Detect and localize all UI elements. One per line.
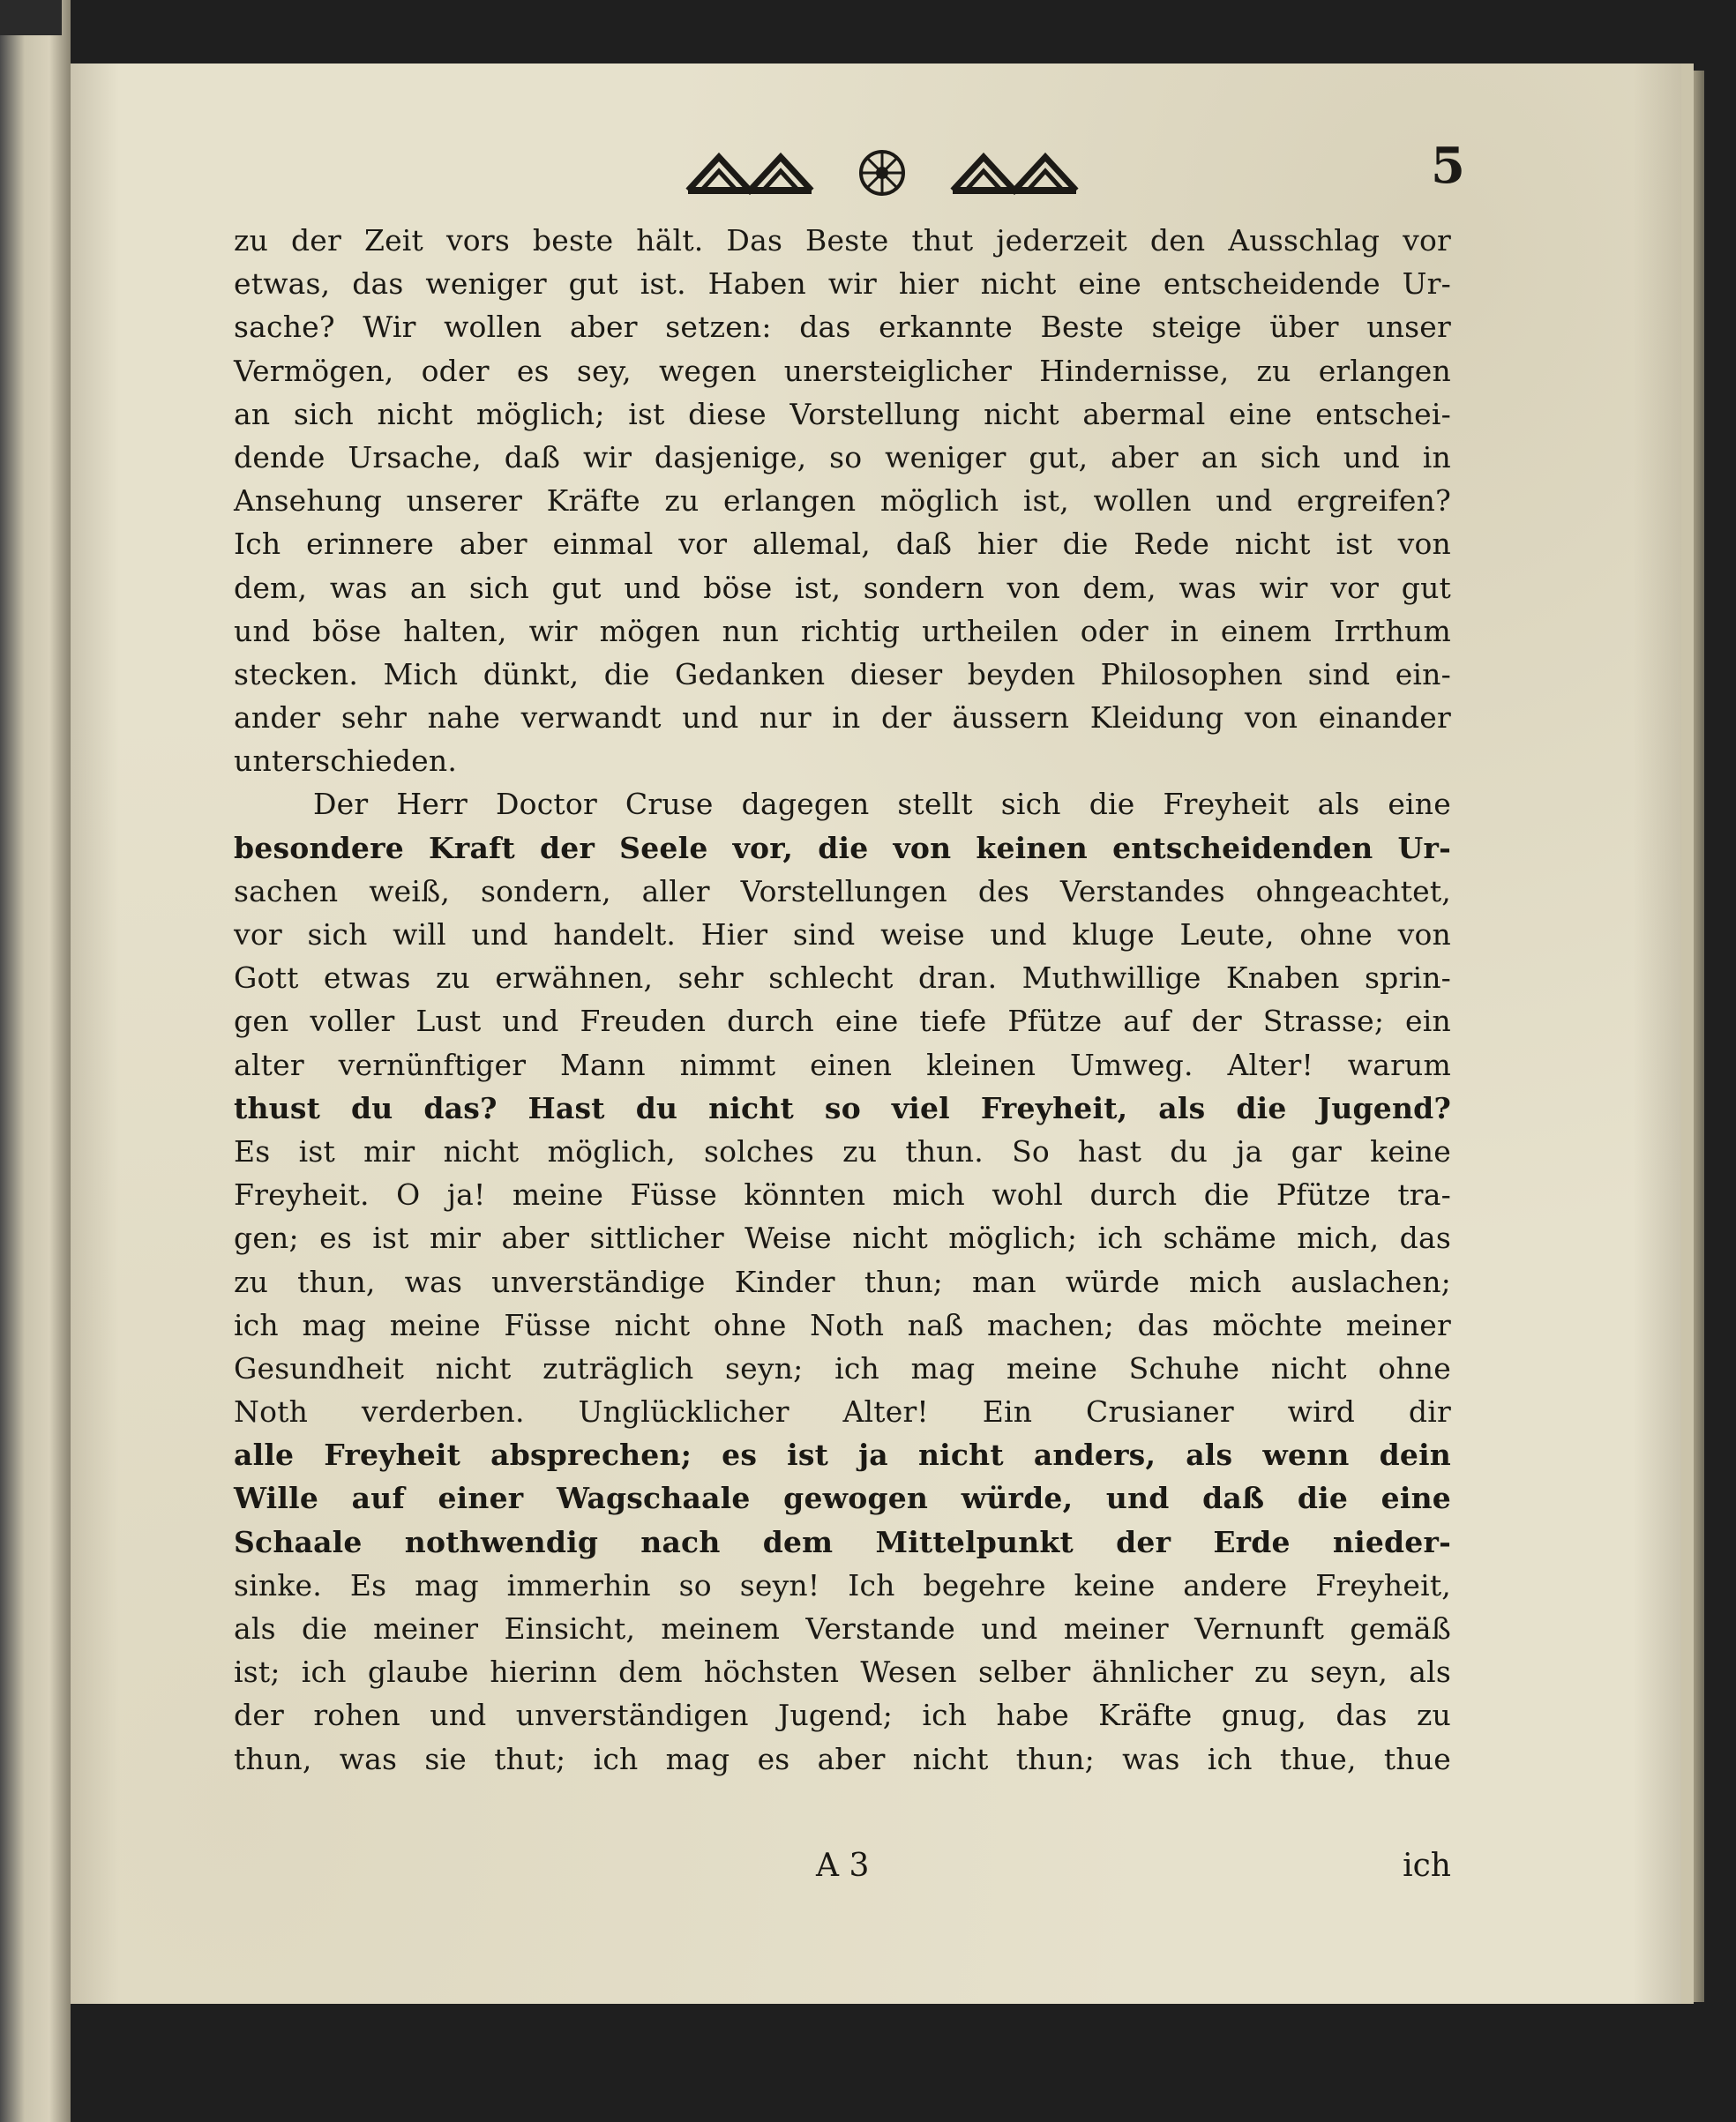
text-line: als die meiner Einsicht, meinem Verstande und meiner Vernunft gemäß bbox=[234, 1611, 1451, 1646]
text-line: Freyheit. O ja! meine Füsse könnten mich wohl durch die Pfütze tra- bbox=[234, 1177, 1451, 1213]
header-ornament bbox=[662, 146, 1103, 200]
text-line: sinke. Es mag immerhin so seyn! Ich begehre keine andere Freyheit, bbox=[234, 1567, 1451, 1603]
text-line: dende Ursache, daß wir dasjenige, so weniger gut, aber an sich und in bbox=[234, 439, 1451, 474]
text-line: alter vernünftiger Mann nimmt einen kleinen Umweg. Alter! warum bbox=[234, 1047, 1451, 1082]
text-line: und böse halten, wir mögen nun richtig urtheilen oder in einem Irrthum bbox=[234, 613, 1451, 648]
text-line: besondere Kraft der Seele vor, die von keinen entscheidenden Ur- bbox=[234, 830, 1451, 865]
text-line: Gesundheit nicht zuträglich seyn; ich mag meine Schuhe nicht ohne bbox=[234, 1350, 1451, 1386]
paragraph-first-line: Der Herr Doctor Cruse dagegen stellt sich die Freyheit als eine bbox=[313, 787, 1451, 822]
text-line: ist; ich glaube hierinn dem höchsten Wesen selber ähnlicher zu seyn, als bbox=[234, 1655, 1451, 1690]
previous-page-edge bbox=[0, 0, 71, 2122]
text-line: vor sich will und handelt. Hier sind weise und kluge Leute, ohne von bbox=[234, 917, 1451, 952]
text-line: zu der Zeit vors beste hält. Das Beste thut jederzeit den Ausschlag vor bbox=[234, 223, 1451, 258]
text-line: Schaale nothwendig nach dem Mittelpunkt der Erde nieder- bbox=[234, 1524, 1451, 1559]
text-line: Vermögen, oder es sey, wegen unersteiglicher Hindernisse, zu erlangen bbox=[234, 353, 1451, 388]
text-line: gen voller Lust und Freuden durch eine tiefe Pfütze auf der Strasse; ein bbox=[234, 1004, 1451, 1039]
page-footer bbox=[234, 1848, 1451, 1901]
catchword: ich bbox=[1403, 1848, 1451, 1884]
text-line: thun, was sie thut; ich mag es aber nicht thun; was ich thue, thue bbox=[234, 1741, 1451, 1776]
text-line: gen; es ist mir aber sittlicher Weise nicht möglich; ich schäme mich, das bbox=[234, 1221, 1451, 1256]
text-line: unterschieden. bbox=[234, 743, 458, 779]
body-text bbox=[234, 219, 1451, 1781]
text-line: Ansehung unserer Kräfte zu erlangen möglich ist, wollen und ergreifen? bbox=[234, 483, 1451, 519]
text-line: ander sehr nahe verwandt und nur in der äussern Kleidung von einander bbox=[234, 700, 1451, 736]
text-line: Ich erinnere aber einmal vor allemal, daß hier die Rede nicht ist von bbox=[234, 527, 1451, 562]
ornament-right-icon bbox=[948, 148, 1081, 198]
text-line: etwas, das weniger gut ist. Haben wir hier nicht eine entscheidende Ur- bbox=[234, 266, 1451, 302]
text-line: an sich nicht möglich; ist diese Vorstellung nicht abermal eine entschei- bbox=[234, 396, 1451, 431]
page-number: 5 bbox=[1431, 137, 1465, 195]
ornament-left-icon bbox=[684, 148, 816, 198]
text-line: alle Freyheit absprechen; es ist ja nicht anders, als wenn dein bbox=[234, 1438, 1451, 1473]
scan-background-corner bbox=[0, 0, 62, 35]
text-line: Gott etwas zu erwähnen, sehr schlecht dran. Muthwillige Knaben sprin- bbox=[234, 960, 1451, 996]
ornament-rosette-icon bbox=[851, 146, 913, 199]
text-line: sache? Wir wollen aber setzen: das erkannte Beste steige über unser bbox=[234, 310, 1451, 345]
text-line: der rohen und unverständigen Jugend; ich habe Kräfte gnug, das zu bbox=[234, 1698, 1451, 1733]
text-line: Noth verderben. Unglücklicher Alter! Ein Crusianer wird dir bbox=[234, 1394, 1451, 1430]
text-line: zu thun, was unverständige Kinder thun; man würde mich auslachen; bbox=[234, 1264, 1451, 1299]
text-line: dem, was an sich gut und böse ist, sondern von dem, was wir vor gut bbox=[234, 570, 1451, 605]
text-line: thust du das? Hast du nicht so viel Freyheit, als die Jugend? bbox=[234, 1090, 1451, 1125]
text-line: Wille auf einer Wagschaale gewogen würde, und daß die eine bbox=[234, 1481, 1451, 1516]
text-line: sachen weiß, sondern, aller Vorstellungen des Verstandes ohngeachtet, bbox=[234, 873, 1451, 908]
text-line: Es ist mir nicht möglich, solches zu thun. So hast du ja gar keine bbox=[234, 1133, 1451, 1169]
text-line: stecken. Mich dünkt, die Gedanken dieser beyden Philosophen sind ein- bbox=[234, 656, 1451, 691]
text-line: ich mag meine Füsse nicht ohne Noth naß machen; das möchte meiner bbox=[234, 1307, 1451, 1342]
signature-mark: A 3 bbox=[816, 1848, 870, 1884]
